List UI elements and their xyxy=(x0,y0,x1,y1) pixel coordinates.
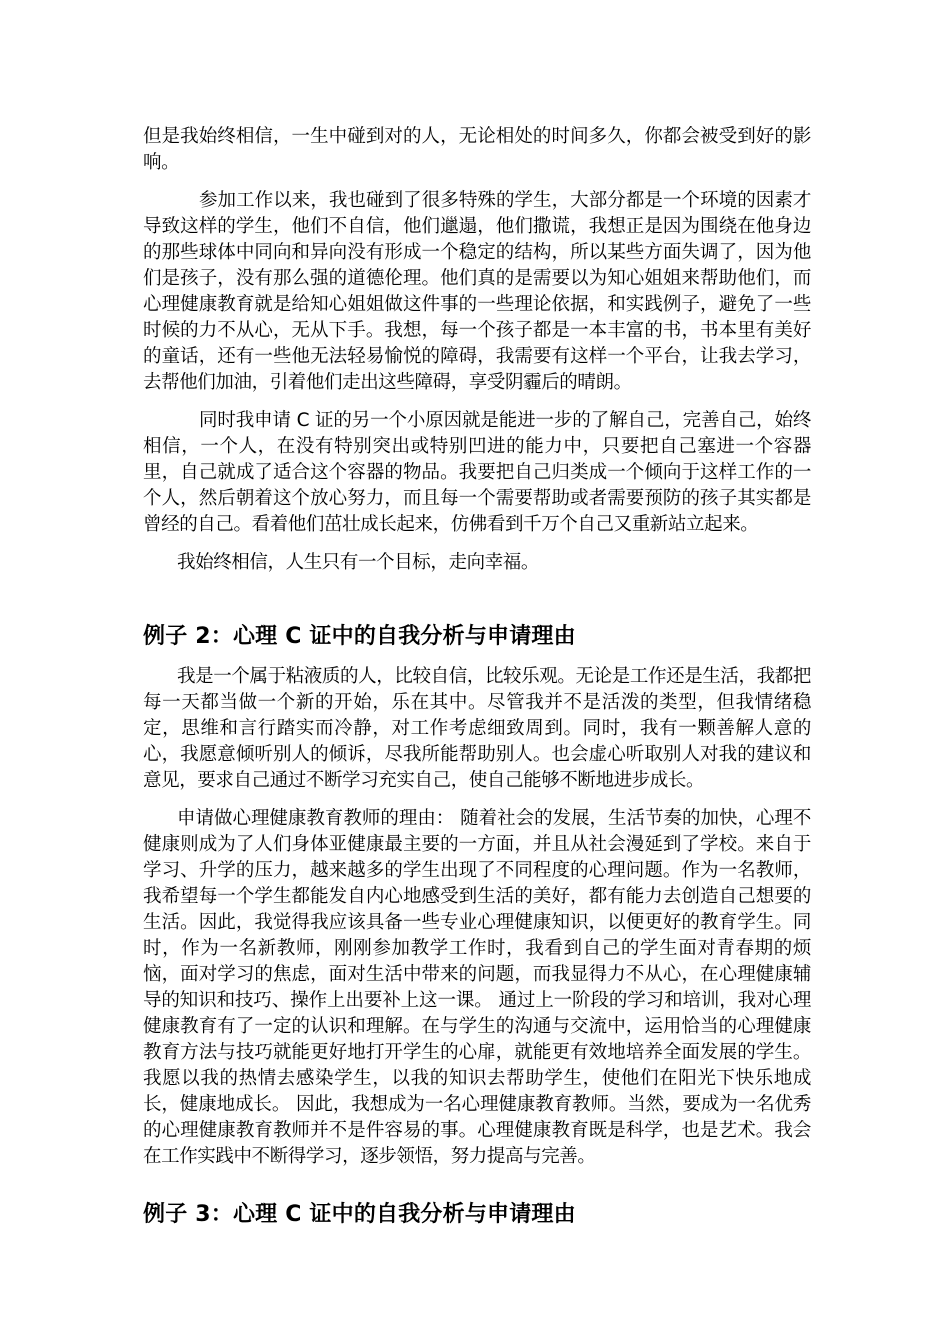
paragraph-work-experience: 参加工作以来，我也碰到了很多特殊的学生，大部分都是一个环境的因素才导致这样的学生，他们不自信，他们邋遢，他们撒谎，我想正是因为围绕在他身边的那些球体中同向和异向没有形成一个稳定的结构，所以某些方面失调了，因为他们是孩子，没有那么强的道德伦理。他们真的是需要以为知心姐姐来帮助他们，而心理健康教育就是给知心姐姐做这件事的一些理论依据，和实践例子，避免了一些时候的力不从心，无从下手。我想，每一个孩子都是一本丰富的书，书本里有美好的童话，还有一些他无法轻易愉悦的障碍，我需要有这样一个平台，让我去学习，去帮他们加油，引着他们走出这些障碍，享受阴霾后的晴朗。 xyxy=(143,190,811,393)
paragraph-self-understanding: 同时我申请 C 证的另一个小原因就是能进一步的了解自己，完善自己，始终相信，一个人，在没有特别突出或特别凹进的能力中，只要把自己塞进一个容器里，自己就成了适合这个容器的物品。我要把自己归类成一个倾向于这样工作的一个人，然后朝着这个放心努力，而且每一个需要帮助或者需要预防的孩子其实都是曾经的自己。看着他们茁壮成长起来，仿佛看到千万个自己又重新站立起来。 xyxy=(143,410,811,535)
paragraph-application-reason: 申请做心理健康教育教师的理由： 随着社会的发展，生活节奏的加快，心理不健康则成为了人们身体亚健康最主要的一方面，并且从社会漫延到了学校。来自于学习、升学的压力，越来越多的学生出现了不同程度的心理问题。作为一名教师，我希望每一个学生都能发自内心地感受到生活的美好，都有能力去创造自己想要的生活。因此，我觉得我应该具备一些专业心理健康知识，以便更好的教育学生。同时，作为一名新教师，刚刚参加教学工作时，我看到自己的学生面对青春期的烦恼，面对学习的焦虑，面对生活中带来的问题，而我显得力不从心，在心理健康辅导的知识和技巧、操作上出要补上这一课。 通过上一阶段的学习和培训，我对心理健康教育有了一定的认识和理解。在与学生的沟通与交流中，运用恰当的心理健康教育方法与技巧就能更好地打开学生的心扉，就能更有效地培养全面发展的学生。我愿以我的热情去感染学生，以我的知识去帮助学生，使他们在阳光下快乐地成长，健康地成长。 因此，我想成为一名心理健康教育教师。当然，要成为一名优秀的心理健康教育教师并不是件容易的事。心理健康教育既是科学，也是艺术。我会在工作实践中不断得学习，逐步领悟，努力提高与完善。 xyxy=(143,808,811,1167)
paragraph-closing-remark: 但是我始终相信，一生中碰到对的人，无论相处的时间多久，你都会被受到好的影响。 xyxy=(143,126,811,173)
paragraph-life-goal: 我始终相信，人生只有一个目标，走向幸福。 xyxy=(177,552,540,573)
section-heading-example-2: 例子 2：心理 C 证中的自我分析与申请理由 xyxy=(143,624,576,649)
document-page xyxy=(143,124,811,1230)
paragraph-self-analysis: 我是一个属于粘液质的人，比较自信，比较乐观。无论是工作还是生活，我都把每一天都当做一个新的开始，乐在其中。尽管我并不是活泼的类型，但我情绪稳定，思维和言行踏实而冷静，对工作考虑细致周到。同时，我有一颗善解人意的心，我愿意倾听别人的倾诉，尽我所能帮助别人。也会虚心听取别人对我的建议和意见，要求自己通过不断学习充实自己，使自己能够不断地进步成长。 xyxy=(143,666,811,791)
section-heading-example-3: 例子 3：心理 C 证中的自我分析与申请理由 xyxy=(143,1202,576,1227)
